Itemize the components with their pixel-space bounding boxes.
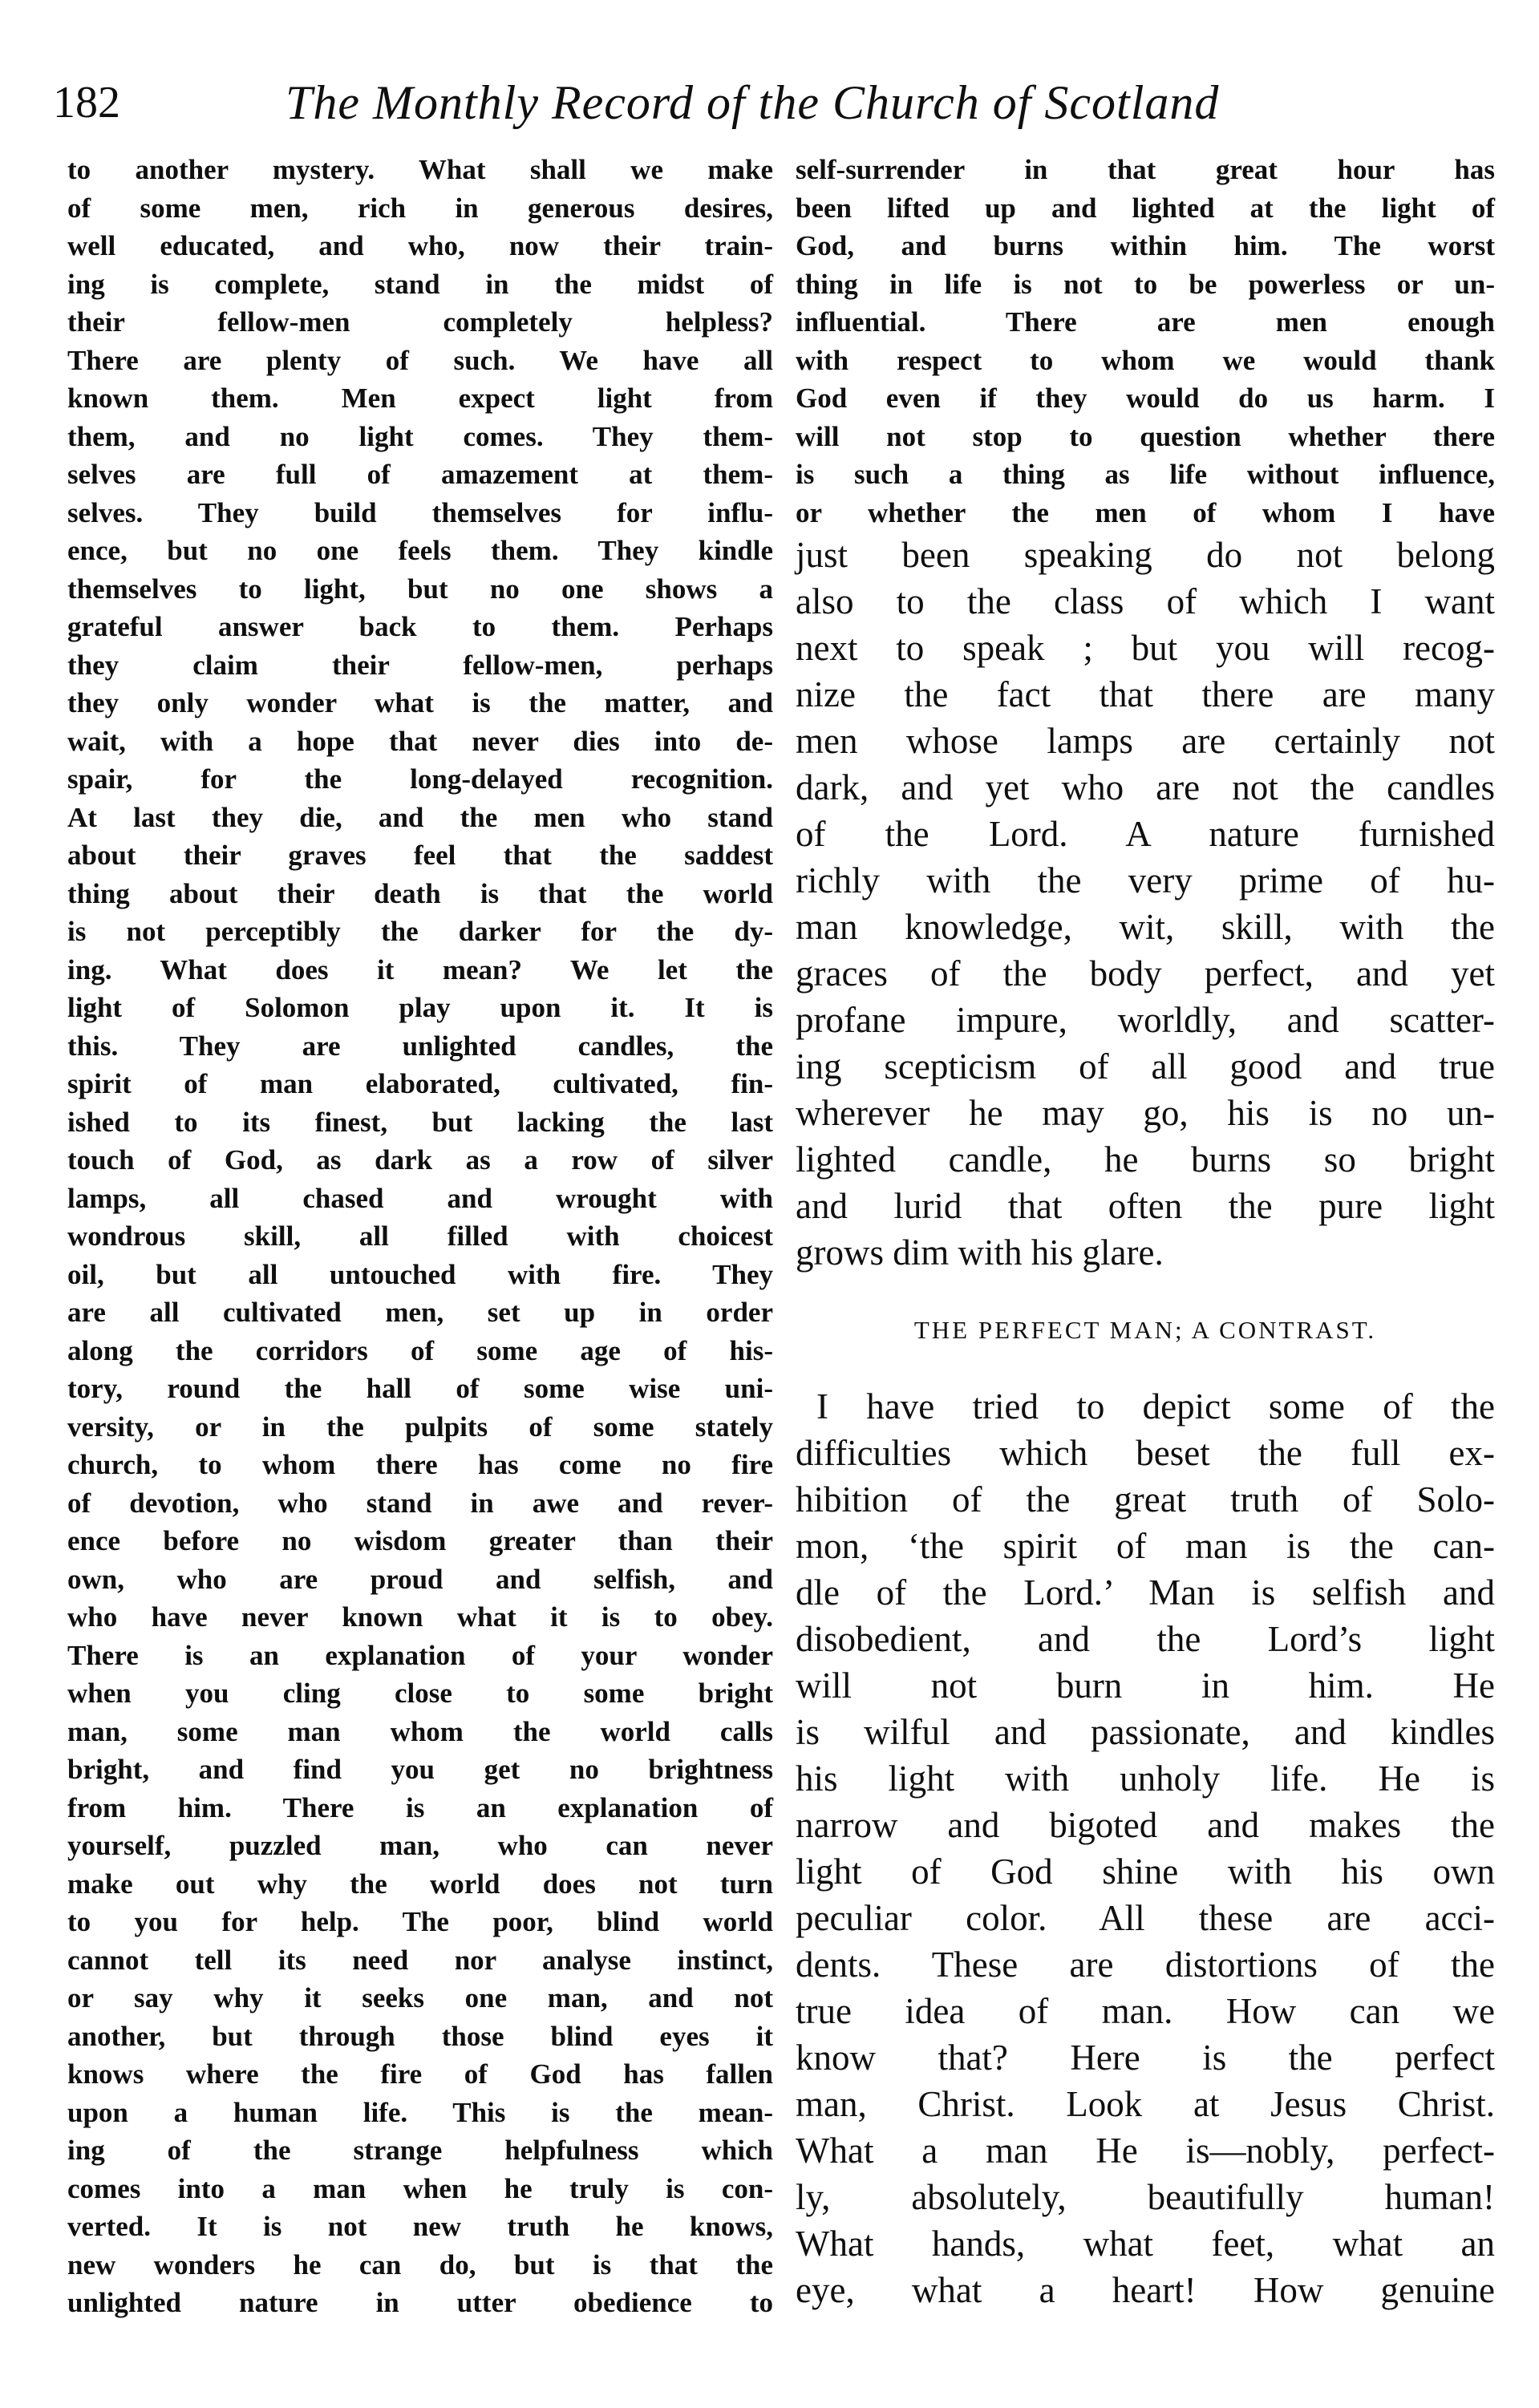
text-line: I have tried to depict some of the (816, 1386, 1495, 1427)
text-line: their fellow-men completely helpless? (67, 306, 773, 338)
text-line: lighted candle, he burns so bright (796, 1139, 1495, 1180)
text-line: man, some man whom the world calls (67, 1715, 773, 1747)
text-line: dark, and yet who are not the candles (796, 767, 1495, 807)
right-column-large-text-b (796, 1383, 1495, 2313)
text-line: or say why it seeks one man, and not (67, 1982, 773, 2013)
text-line: make out why the world does not turn (67, 1868, 773, 1900)
text-line: dents. These are distortions of the (796, 1945, 1495, 1985)
text-line: men whose lamps are certainly not (796, 721, 1495, 761)
text-line: mon, ‘the spirit of man is the can- (796, 1526, 1495, 1566)
text-line: of some men, rich in generous desires, (67, 192, 773, 224)
section-subheading: THE PERFECT MAN; A CONTRAST. (913, 1316, 1377, 1344)
text-line: wait, with a hope that never dies into de- (67, 725, 773, 757)
text-line: grateful answer back to them. Perhaps (67, 611, 773, 642)
text-line: dle of the Lord.’ Man is selfish and (796, 1572, 1495, 1613)
running-title: The Monthly Record of the Church of Scotland (286, 76, 1220, 129)
text-line: ing. What does it mean? We let the (67, 953, 773, 985)
text-line: church, to whom there has come no fire (67, 1449, 773, 1480)
right-column-small-text (796, 151, 1495, 532)
text-line: wondrous skill, all filled with choicest (67, 1220, 773, 1252)
text-line: ing scepticism of all good and true (796, 1046, 1495, 1087)
text-line: when you cling close to some bright (67, 1678, 773, 1709)
right-column-large-text-a (796, 532, 1495, 1276)
text-line: will not burn in him. He (796, 1665, 1495, 1706)
text-line: eye, what a heart! How genuine (796, 2270, 1495, 2310)
text-line: wherever he may go, his is no un- (796, 1093, 1495, 1133)
text-line: them, and no light comes. They them- (67, 420, 773, 452)
text-line: difficulties which beset the full ex- (796, 1433, 1495, 1473)
text-line: narrow and bigoted and makes the (796, 1805, 1495, 1845)
text-line: profane impure, worldly, and scatter- (796, 1000, 1495, 1040)
text-line: tory, round the hall of some wise uni- (67, 1373, 773, 1404)
text-line: is not perceptibly the darker for the dy- (67, 916, 773, 947)
text-line: hibition of the great truth of Solo- (796, 1479, 1495, 1520)
text-line: another, but through those blind eyes it (67, 2020, 773, 2052)
right-column (796, 151, 1495, 2313)
text-line: ly, absolutely, beautifully human! (796, 2177, 1495, 2217)
text-line: ing of the strange helpfulness which (67, 2135, 773, 2166)
text-line: cannot tell its need nor analyse instinct, (67, 1944, 773, 1976)
text-line: spair, for the long-delayed recognition. (67, 763, 773, 795)
text-line: nize the fact that there are many (796, 674, 1495, 714)
text-line: about their graves feel that the saddest (67, 840, 773, 871)
text-line: comes into a man when he truly is con- (67, 2172, 773, 2204)
text-line: bright, and find you get no brightness (67, 1754, 773, 1785)
text-line: touch of God, as dark as a row of silver (67, 1144, 773, 1176)
text-line: well educated, and who, now their train- (67, 230, 773, 261)
text-line: with respect to whom we would thank (796, 344, 1495, 376)
page-number: 182 (53, 78, 120, 127)
text-line: graces of the body perfect, and yet (796, 953, 1495, 994)
text-line: or whether the men of whom I have (796, 496, 1495, 528)
text-line: next to speak ; but you will recog- (796, 628, 1495, 668)
text-line: selves are full of amazement at them- (67, 459, 773, 490)
text-line: known them. Men expect light from (67, 382, 773, 414)
text-line: ished to its finest, but lacking the last (67, 1106, 773, 1138)
text-line: light of Solomon play upon it. It is (67, 992, 773, 1023)
text-line: along the corridors of some age of his- (67, 1334, 773, 1366)
text-line: been lifted up and lighted at the light of (796, 192, 1495, 224)
text-line: they claim their fellow-men, perhaps (67, 649, 773, 681)
text-line: is wilful and passionate, and kindles (796, 1712, 1495, 1752)
text-line: light of God shine with his own (796, 1852, 1495, 1892)
text-line: this. They are unlighted candles, the (67, 1030, 773, 1062)
text-line: versity, or in the pulpits of some stately (67, 1410, 773, 1443)
text-line: God, and burns within him. The worst (796, 230, 1495, 261)
text-line: themselves to light, but no one shows a (67, 573, 773, 605)
text-line: There is an explanation of your wonder (67, 1639, 773, 1671)
text-line: knows where the fire of God has fallen (67, 2058, 773, 2090)
text-line: peculiar color. All these are acci- (796, 1898, 1495, 1938)
text-line: unlighted nature in utter obedience to (67, 2287, 773, 2318)
text-line: thing about their death is that the world (67, 877, 773, 909)
text-line: to you for help. The poor, blind world (67, 1906, 773, 1937)
text-line: ing is complete, stand in the midst of (67, 268, 773, 300)
page-header (53, 63, 1488, 143)
text-line: spirit of man elaborated, cultivated, fin- (67, 1068, 773, 1099)
left-column (67, 151, 773, 2322)
text-line: richly with the very prime of hu- (796, 860, 1495, 900)
text-line: influential. There are men enough (796, 306, 1495, 338)
text-line: new wonders he can do, but is that the (67, 2248, 773, 2281)
text-line: true idea of man. How can we (796, 1991, 1495, 2031)
text-line: What a man He is—nobly, perfect- (796, 2131, 1495, 2171)
text-line: upon a human life. This is the mean- (67, 2096, 773, 2128)
text-line: know that? Here is the perfect (796, 2038, 1495, 2078)
text-line: lamps, all chased and wrought with (67, 1182, 773, 1214)
text-line: will not stop to question whether there (796, 420, 1495, 452)
text-line: grows dim with his glare. (796, 1232, 1164, 1273)
text-line: disobedient, and the Lord’s light (796, 1619, 1495, 1659)
text-line: man, Christ. Look at Jesus Christ. (796, 2084, 1495, 2124)
text-line: is such a thing as life without influence, (796, 459, 1495, 490)
text-line: self-surrender in that great hour has (796, 154, 1495, 185)
text-line: yourself, puzzled man, who can never (67, 1830, 773, 1861)
text-line: from him. There is an explanation of (67, 1791, 773, 1823)
text-line: There are plenty of such. We have all (67, 344, 773, 376)
text-line: of devotion, who stand in awe and rever- (67, 1487, 773, 1519)
text-line: of the Lord. A nature furnished (796, 814, 1495, 854)
text-line: ence before no wisdom greater than their (67, 1525, 773, 1556)
text-line: man knowledge, wit, skill, with the (796, 907, 1495, 947)
text-line: At last they die, and the men who stand (67, 801, 773, 833)
text-line: ence, but no one feels them. They kindle (67, 535, 773, 566)
text-line: and lurid that often the pure light (796, 1186, 1495, 1226)
text-line: who have never known what it is to obey. (67, 1601, 773, 1633)
text-line: thing in life is not to be powerless or un- (796, 268, 1495, 300)
text-line: God even if they would do us harm. I (796, 382, 1495, 414)
text-line: also to the class of which I want (796, 581, 1495, 621)
text-line: oil, but all untouched with fire. They (67, 1258, 773, 1290)
text-line: his light with unholy life. He is (796, 1758, 1495, 1799)
text-line: just been speaking do not belong (796, 535, 1495, 575)
text-line: they only wonder what is the matter, and (67, 687, 773, 718)
text-line: are all cultivated men, set up in order (67, 1297, 773, 1328)
text-line: What hands, what feet, what an (796, 2224, 1495, 2264)
text-line: verted. It is not new truth he knows, (67, 2211, 773, 2242)
text-line: selves. They build themselves for influ- (67, 496, 773, 528)
text-line: to another mystery. What shall we make (67, 154, 773, 185)
text-line: own, who are proud and selfish, and (67, 1563, 773, 1595)
